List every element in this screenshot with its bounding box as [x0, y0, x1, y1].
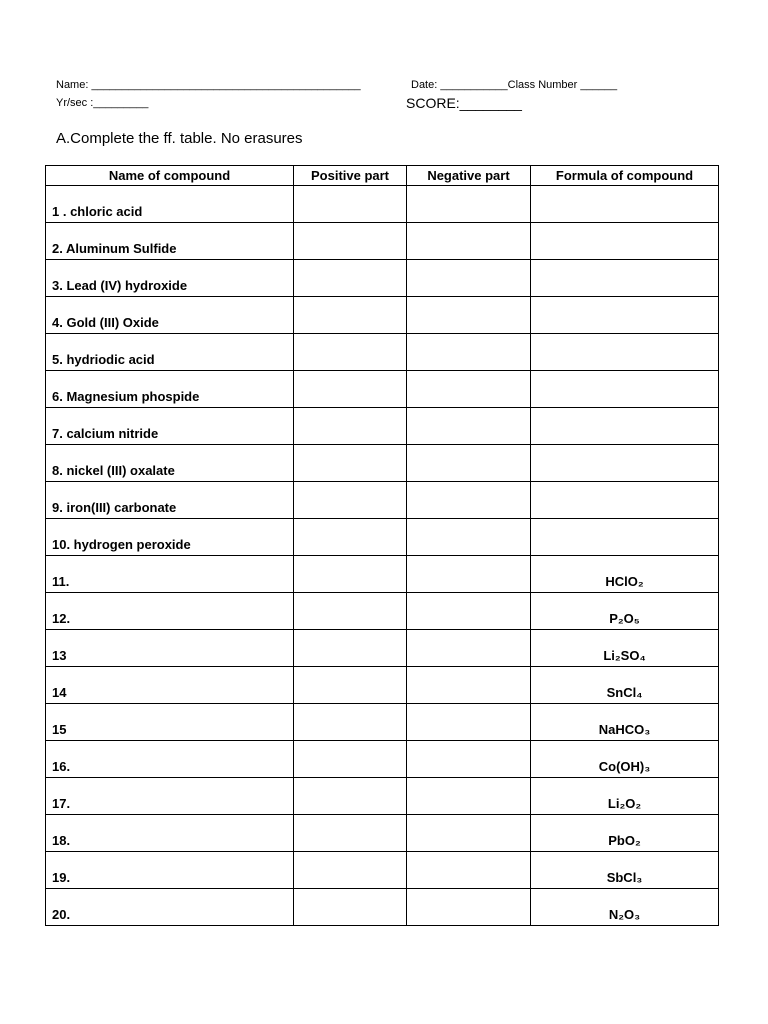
formula-cell[interactable]	[531, 297, 719, 334]
negative-part-cell[interactable]	[407, 852, 531, 889]
compound-table	[45, 165, 719, 926]
formula-cell[interactable]	[531, 408, 719, 445]
negative-part-cell[interactable]	[407, 556, 531, 593]
table-row	[46, 593, 719, 630]
positive-part-cell[interactable]	[294, 741, 407, 778]
compound-name-cell: 14	[46, 667, 294, 704]
positive-part-cell[interactable]	[294, 630, 407, 667]
compound-name-cell: 2. Aluminum Sulfide	[46, 223, 294, 260]
positive-part-cell[interactable]	[294, 556, 407, 593]
table-header-row	[46, 166, 719, 186]
table-row	[46, 334, 719, 371]
positive-part-cell[interactable]	[294, 408, 407, 445]
positive-part-cell[interactable]	[294, 297, 407, 334]
negative-part-cell[interactable]	[407, 815, 531, 852]
formula-cell[interactable]	[531, 371, 719, 408]
table-row	[46, 297, 719, 334]
formula-cell[interactable]	[531, 186, 719, 223]
compound-name-cell: 10. hydrogen peroxide	[46, 519, 294, 556]
column-header: Name of compound	[46, 166, 294, 186]
table-row	[46, 186, 719, 223]
name-field-line: Name: ____________________________________________	[56, 79, 361, 91]
formula-cell: NaHCO₃	[531, 704, 719, 741]
positive-part-cell[interactable]	[294, 519, 407, 556]
compound-name-cell: 17.	[46, 778, 294, 815]
compound-name-cell: 13	[46, 630, 294, 667]
table-row	[46, 371, 719, 408]
table-row	[46, 852, 719, 889]
positive-part-cell[interactable]	[294, 371, 407, 408]
compound-name-cell: 7. calcium nitride	[46, 408, 294, 445]
compound-name-cell: 3. Lead (IV) hydroxide	[46, 260, 294, 297]
positive-part-cell[interactable]	[294, 223, 407, 260]
negative-part-cell[interactable]	[407, 741, 531, 778]
table-row	[46, 482, 719, 519]
formula-cell[interactable]	[531, 223, 719, 260]
positive-part-cell[interactable]	[294, 667, 407, 704]
compound-name-cell: 18.	[46, 815, 294, 852]
table-row	[46, 815, 719, 852]
positive-part-cell[interactable]	[294, 852, 407, 889]
compound-name-cell: 20.	[46, 889, 294, 926]
formula-cell: SbCl₃	[531, 852, 719, 889]
column-header: Negative part	[407, 166, 531, 186]
positive-part-cell[interactable]	[294, 815, 407, 852]
compound-name-cell: 11.	[46, 556, 294, 593]
table-row	[46, 704, 719, 741]
compound-name-cell: 1 . chloric acid	[46, 186, 294, 223]
negative-part-cell[interactable]	[407, 667, 531, 704]
compound-name-cell: 12.	[46, 593, 294, 630]
formula-cell[interactable]	[531, 482, 719, 519]
compound-name-cell: 9. iron(III) carbonate	[46, 482, 294, 519]
compound-name-cell: 4. Gold (III) Oxide	[46, 297, 294, 334]
negative-part-cell[interactable]	[407, 778, 531, 815]
negative-part-cell[interactable]	[407, 334, 531, 371]
table-row	[46, 556, 719, 593]
formula-cell: HClO₂	[531, 556, 719, 593]
negative-part-cell[interactable]	[407, 223, 531, 260]
formula-cell: Li₂SO₄	[531, 630, 719, 667]
negative-part-cell[interactable]	[407, 519, 531, 556]
table-row	[46, 223, 719, 260]
positive-part-cell[interactable]	[294, 260, 407, 297]
formula-cell: P₂O₅	[531, 593, 719, 630]
instruction-text: A.Complete the ff. table. No erasures	[56, 130, 303, 147]
positive-part-cell[interactable]	[294, 704, 407, 741]
negative-part-cell[interactable]	[407, 260, 531, 297]
negative-part-cell[interactable]	[407, 408, 531, 445]
score-field-line: SCORE:________	[406, 95, 522, 111]
table-row	[46, 445, 719, 482]
table-row	[46, 667, 719, 704]
table-row	[46, 630, 719, 667]
positive-part-cell[interactable]	[294, 889, 407, 926]
table-row	[46, 519, 719, 556]
table-row	[46, 408, 719, 445]
positive-part-cell[interactable]	[294, 593, 407, 630]
positive-part-cell[interactable]	[294, 334, 407, 371]
compound-name-cell: 19.	[46, 852, 294, 889]
positive-part-cell[interactable]	[294, 778, 407, 815]
formula-cell: Li₂O₂	[531, 778, 719, 815]
formula-cell[interactable]	[531, 260, 719, 297]
table-row	[46, 260, 719, 297]
negative-part-cell[interactable]	[407, 482, 531, 519]
formula-cell[interactable]	[531, 445, 719, 482]
compound-name-cell: 15	[46, 704, 294, 741]
compound-name-cell: 8. nickel (III) oxalate	[46, 445, 294, 482]
negative-part-cell[interactable]	[407, 593, 531, 630]
negative-part-cell[interactable]	[407, 186, 531, 223]
compound-name-cell: 16.	[46, 741, 294, 778]
positive-part-cell[interactable]	[294, 186, 407, 223]
column-header: Formula of compound	[531, 166, 719, 186]
column-header: Positive part	[294, 166, 407, 186]
negative-part-cell[interactable]	[407, 630, 531, 667]
formula-cell: N₂O₃	[531, 889, 719, 926]
formula-cell: PbO₂	[531, 815, 719, 852]
date-class-number-line: Date: ___________Class Number ______	[411, 79, 618, 91]
compound-name-cell: 5. hydriodic acid	[46, 334, 294, 371]
table-row	[46, 741, 719, 778]
formula-cell: Co(OH)₃	[531, 741, 719, 778]
negative-part-cell[interactable]	[407, 445, 531, 482]
compound-name-cell: 6. Magnesium phospide	[46, 371, 294, 408]
formula-cell[interactable]	[531, 519, 719, 556]
negative-part-cell[interactable]	[407, 889, 531, 926]
yr-sec-field-line: Yr/sec :_________	[56, 97, 149, 109]
positive-part-cell[interactable]	[294, 482, 407, 519]
formula-cell: SnCl₄	[531, 667, 719, 704]
table-row	[46, 778, 719, 815]
table-row	[46, 889, 719, 926]
formula-cell[interactable]	[531, 334, 719, 371]
negative-part-cell[interactable]	[407, 371, 531, 408]
negative-part-cell[interactable]	[407, 297, 531, 334]
negative-part-cell[interactable]	[407, 704, 531, 741]
positive-part-cell[interactable]	[294, 445, 407, 482]
